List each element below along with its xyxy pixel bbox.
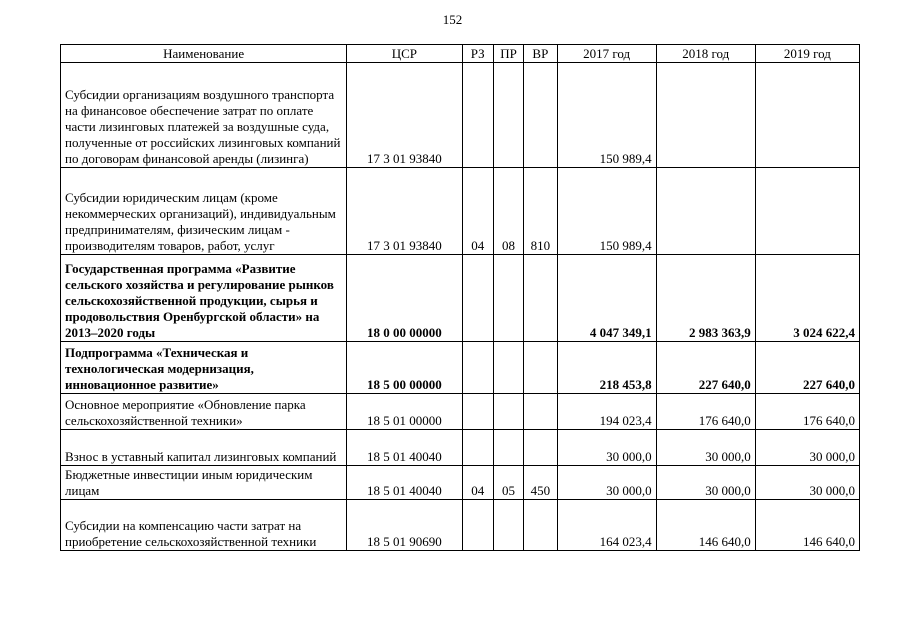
cell-name: Взнос в уставный капитал лизинговых компаний xyxy=(61,430,347,466)
cell-csr: 18 5 01 40040 xyxy=(347,466,462,500)
cell-vr: 450 xyxy=(524,466,557,500)
budget-table xyxy=(60,44,860,551)
cell-2018 xyxy=(656,168,755,255)
cell-2018: 30 000,0 xyxy=(656,466,755,500)
cell-vr xyxy=(524,394,557,430)
cell-2019 xyxy=(755,63,859,168)
cell-2018: 146 640,0 xyxy=(656,500,755,551)
cell-csr: 17 3 01 93840 xyxy=(347,168,462,255)
cell-rz xyxy=(462,342,493,394)
table-row xyxy=(61,500,860,551)
table-row xyxy=(61,255,860,342)
cell-csr: 17 3 01 93840 xyxy=(347,63,462,168)
cell-pr xyxy=(493,63,523,168)
cell-2018: 176 640,0 xyxy=(656,394,755,430)
table-header xyxy=(61,45,860,63)
cell-name: Подпрограмма «Техническая и технологическая модернизация, инновационное развитие» xyxy=(61,342,347,394)
header-name: Наименование xyxy=(61,45,347,63)
cell-2018 xyxy=(656,63,755,168)
cell-name: Субсидии организациям воздушного транспорта на финансовое обеспечение затрат по оплате части лизинговых платежей за воздушные суда, полученные от российских лизинговых компаний по договорам финансовой аренды (лизинга) xyxy=(61,63,347,168)
cell-pr xyxy=(493,394,523,430)
cell-2019: 146 640,0 xyxy=(755,500,859,551)
header-2019: 2019 год xyxy=(755,45,859,63)
cell-pr xyxy=(493,255,523,342)
cell-2019: 227 640,0 xyxy=(755,342,859,394)
cell-rz: 04 xyxy=(462,168,493,255)
cell-2017: 4 047 349,1 xyxy=(557,255,656,342)
cell-vr xyxy=(524,430,557,466)
cell-pr: 05 xyxy=(493,466,523,500)
cell-rz: 04 xyxy=(462,466,493,500)
header-2018: 2018 год xyxy=(656,45,755,63)
header-rz: РЗ xyxy=(462,45,493,63)
cell-vr: 810 xyxy=(524,168,557,255)
cell-2017: 218 453,8 xyxy=(557,342,656,394)
cell-2019: 30 000,0 xyxy=(755,430,859,466)
cell-name: Государственная программа «Развитие сельского хозяйства и регулирование рынков сельскохозяйственной продукции, сырья и продовольствия Оренбургской области» на 2013–2020 годы xyxy=(61,255,347,342)
cell-vr xyxy=(524,342,557,394)
header-vr: ВР xyxy=(524,45,557,63)
table-row xyxy=(61,466,860,500)
cell-vr xyxy=(524,63,557,168)
cell-2017: 164 023,4 xyxy=(557,500,656,551)
cell-rz xyxy=(462,430,493,466)
cell-csr: 18 5 01 90690 xyxy=(347,500,462,551)
cell-2017: 30 000,0 xyxy=(557,430,656,466)
cell-pr xyxy=(493,500,523,551)
cell-vr xyxy=(524,500,557,551)
table-row xyxy=(61,342,860,394)
header-pr: ПР xyxy=(493,45,523,63)
table-row xyxy=(61,394,860,430)
cell-2018: 30 000,0 xyxy=(656,430,755,466)
cell-pr: 08 xyxy=(493,168,523,255)
cell-2019: 176 640,0 xyxy=(755,394,859,430)
table-row xyxy=(61,430,860,466)
cell-2017: 194 023,4 xyxy=(557,394,656,430)
cell-2018: 2 983 363,9 xyxy=(656,255,755,342)
cell-2018: 227 640,0 xyxy=(656,342,755,394)
table-row xyxy=(61,63,860,168)
cell-name: Основное мероприятие «Обновление парка сельскохозяйственной техники» xyxy=(61,394,347,430)
cell-2019: 30 000,0 xyxy=(755,466,859,500)
cell-rz xyxy=(462,63,493,168)
cell-csr: 18 5 00 00000 xyxy=(347,342,462,394)
cell-csr: 18 0 00 00000 xyxy=(347,255,462,342)
cell-csr: 18 5 01 00000 xyxy=(347,394,462,430)
cell-pr xyxy=(493,342,523,394)
cell-2017: 150 989,4 xyxy=(557,168,656,255)
table-body xyxy=(61,63,860,551)
cell-csr: 18 5 01 40040 xyxy=(347,430,462,466)
cell-2017: 150 989,4 xyxy=(557,63,656,168)
cell-name: Субсидии юридическим лицам (кроме некоммерческих организаций), индивидуальным предпринимателям, физическим лицам - производителям товаров, работ, услуг xyxy=(61,168,347,255)
cell-rz xyxy=(462,255,493,342)
table-row xyxy=(61,168,860,255)
page-number: 152 xyxy=(442,12,463,27)
cell-rz xyxy=(462,394,493,430)
cell-2017: 30 000,0 xyxy=(557,466,656,500)
cell-2019: 3 024 622,4 xyxy=(755,255,859,342)
cell-name: Бюджетные инвестиции иным юридическим лицам xyxy=(61,466,347,500)
cell-2019 xyxy=(755,168,859,255)
cell-pr xyxy=(493,430,523,466)
header-csr: ЦСР xyxy=(347,45,462,63)
cell-name: Субсидии на компенсацию части затрат на приобретение сельскохозяйственной техники xyxy=(61,500,347,551)
cell-vr xyxy=(524,255,557,342)
cell-rz xyxy=(462,500,493,551)
header-row xyxy=(61,45,860,63)
header-2017: 2017 год xyxy=(557,45,656,63)
